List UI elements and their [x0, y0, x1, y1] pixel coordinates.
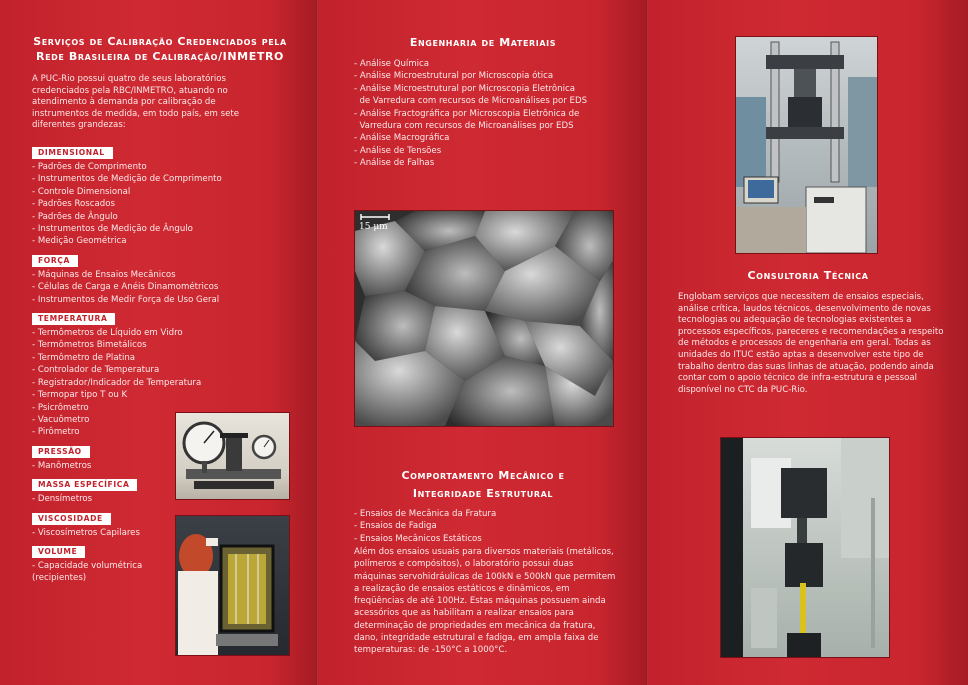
pressure-gauge-photo — [175, 412, 290, 500]
list-item: - Ensaios Mecânicos Estáticos — [354, 533, 482, 544]
list-item: - Células de Carga e Anéis Dinamométricos — [32, 282, 219, 293]
list-item: - Vacuômetro — [32, 414, 90, 425]
list-item: - Controlador de Temperatura — [32, 365, 160, 376]
category-badge: VISCOSIDADE — [32, 513, 111, 525]
materials-list — [354, 58, 587, 170]
middle-panel — [318, 0, 648, 685]
list-item: - Padrões de Ângulo — [32, 211, 118, 222]
mechanical-title-line1: Comportamento Mecânico e — [401, 469, 565, 482]
mechanical-title-line2: Integridade Estrutural — [412, 487, 554, 500]
list-item: - Manômetros — [32, 460, 92, 471]
grain-structure-illustration — [355, 211, 613, 426]
left-panel — [0, 0, 318, 685]
testing-machine-illustration — [736, 37, 877, 253]
materials-title: Engenharia de Materiais — [409, 36, 557, 49]
tensile-test-illustration — [721, 438, 889, 657]
list-item: - Viscosímetros Capilares — [32, 527, 140, 538]
viscometer-illustration — [176, 516, 289, 655]
list-item: de Varredura com recursos de Microanálises por EDS — [354, 96, 588, 107]
viscometer-photo — [175, 515, 290, 656]
list-item: - Análise Microestrutural por Microscopia ótica — [354, 71, 554, 82]
list-item: - Densímetros — [32, 494, 93, 505]
list-item: - Termômetros Bimetálicos — [32, 340, 147, 351]
category-badge: TEMPERATURA — [32, 313, 115, 325]
list-item: - Termômetro de Platina — [32, 352, 136, 363]
list-item: - Padrões Roscados — [32, 199, 115, 210]
tensile-test-photo — [720, 437, 890, 658]
list-item: - Termômetros de Líquido em Vidro — [32, 328, 183, 339]
mechanical-list — [354, 508, 496, 545]
list-item: - Registrador/Indicador de Temperatura — [32, 377, 202, 388]
mechanical-title — [318, 468, 648, 501]
mechanical-paragraph: Além dos ensaios usuais para diversos materiais (metálicos, polímeros e compósitos), o laboratório possui duas máquinas servohidráulicas de 100kN e 500kN que permitem a realização de ensaios estáticos e dinâmicos, em freqüências de até 100Hz. Estas máquinas possuem ainda acessórios que as habilitam a realizar ensaios para determinação de propriedades em mecânica da fratura, dano, integridade estrutural e fadiga, em ampla faixa de temperaturas: de -150°C a 1000°C. — [354, 547, 616, 656]
left-title-line2: Rede Brasileira de Calibração/INMETRO — [36, 50, 284, 63]
list-item: - Análise de Tensões — [354, 145, 442, 156]
list-item: - Padrões de Comprimento — [32, 162, 147, 172]
list-item: - Análise Macrográfica — [354, 133, 450, 144]
list-item: (recipientes) — [32, 573, 87, 584]
list-item: - Análise de Falhas — [354, 158, 435, 169]
left-title-line1: Serviços de Calibração Credenciados pela — [33, 35, 287, 48]
category-items — [32, 269, 302, 306]
category-badge: VOLUME — [32, 546, 85, 558]
list-item: - Instrumentos de Medição de Comprimento — [32, 174, 222, 185]
left-title — [20, 34, 300, 64]
list-item: - Análise Química — [354, 59, 430, 69]
left-intro: A PUC-Rio possui quatro de seus laboratórios credenciados pela RBC/INMETRO, atuando no atendimento à demanda por calibração de instrumentos de medida, em todo país, em sete diferentes grandezas: — [32, 74, 240, 131]
pressure-gauge-illustration — [176, 413, 289, 499]
list-item: - Controle Dimensional — [32, 186, 131, 197]
list-item: - Ensaios de Fadiga — [354, 521, 437, 532]
category-items — [32, 161, 302, 248]
category-badge: FORÇA — [32, 255, 78, 267]
list-item: - Medição Geométrica — [32, 236, 127, 247]
consulting-title: Consultoria Técnica — [747, 269, 869, 282]
consulting-paragraph: Englobam serviços que necessitem de ensaios especiais, análise crítica, laudos técnicos, desenvolvimento de novas tecnologias ou adequação de tecnologias existentes a processos específicos, pareceres e recomendações a respeito de métodos e processos de engenharia em geral. Todas as unidades do ITUC estão aptas a desenvolver este tipo de trabalho dentro das suas linhas de atuação, podendo ainda contar com o apoio técnico de infra-estrutura e pessoal disponível no CTC da PUC-Rio. — [678, 292, 944, 395]
list-item: - Instrumentos de Medição de Ângulo — [32, 224, 193, 235]
list-item: Varredura com recursos de Microanálises por EDS — [354, 121, 574, 132]
category-badge: MASSA ESPECÍFICA — [32, 479, 137, 491]
sem-micrograph — [354, 210, 614, 427]
list-item: - Ensaios de Mecânica da Fratura — [354, 509, 497, 519]
list-item: - Termopar tipo T ou K — [32, 390, 128, 401]
list-item: - Máquinas de Ensaios Mecânicos — [32, 269, 176, 280]
category-badge: PRESSÃO — [32, 446, 90, 458]
scale-label: 15 μm — [359, 222, 388, 232]
list-item: - Instrumentos de Medir Força de Uso Geral — [32, 294, 220, 305]
list-item: - Pirômetro — [32, 427, 80, 438]
testing-machine-photo — [735, 36, 878, 254]
list-item: - Capacidade volumétrica — [32, 560, 143, 571]
list-item: - Análise Microestrutural por Microscopia Eletrônica — [354, 83, 575, 94]
right-panel — [648, 0, 968, 685]
list-item: - Análise Fractográfica por Microscopia Eletrônica de — [354, 108, 580, 119]
list-item: - Psicrômetro — [32, 402, 89, 413]
category-badge: DIMENSIONAL — [32, 147, 113, 159]
